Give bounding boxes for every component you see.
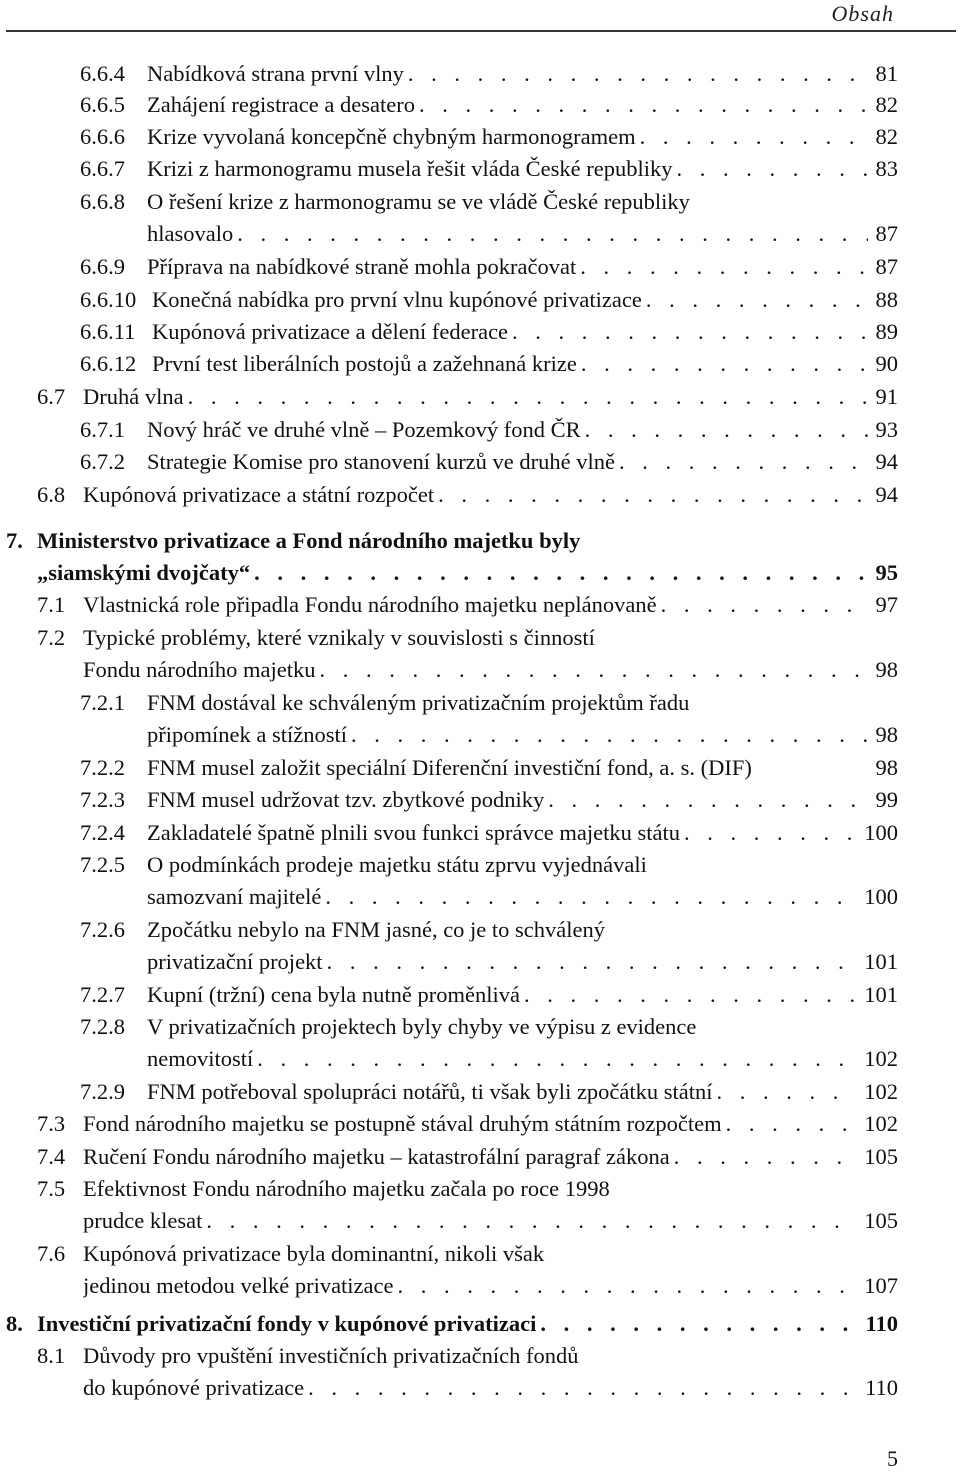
running-header-title: Obsah <box>831 1 894 26</box>
toc-entry-continuation[interactable] <box>0 1205 960 1237</box>
toc-entry[interactable] <box>0 348 960 380</box>
toc-entry-page: 87 <box>875 221 898 246</box>
toc-entry[interactable] <box>0 1173 960 1205</box>
toc-entry[interactable] <box>0 979 960 1011</box>
toc-entry-title: Krizi z harmonogramu musela řešit vláda České republiky <box>147 156 673 181</box>
toc-entry-title-continued: „siamskými dvojčaty“ <box>37 560 251 585</box>
toc-entry-title-continued: připomínek a stížností <box>147 722 347 747</box>
toc-entry-title-continued: Fondu národního majetku <box>83 657 316 682</box>
toc-entry-title: Kupní (tržní) cena byla nutně proměnlivá <box>147 982 520 1007</box>
toc-entry-page: 110 <box>865 1311 898 1336</box>
toc-entry-number: 8.1 <box>37 1343 66 1368</box>
toc-entry[interactable] <box>0 251 960 283</box>
toc-entry-number: 7.2.3 <box>80 787 125 812</box>
toc-entry[interactable] <box>0 1238 960 1270</box>
toc-entry-title: Typické problémy, které vznikaly v souvislosti s činností <box>83 625 595 650</box>
page-number: 5 <box>887 1446 898 1471</box>
toc-entry-page: 94 <box>875 449 898 474</box>
toc-entry[interactable] <box>0 89 960 121</box>
toc-entry-title: Efektivnost Fondu národního majetku začala po roce 1998 <box>83 1176 610 1201</box>
toc-entry-number: 8. <box>6 1311 23 1336</box>
toc-entry-page: 91 <box>875 384 898 409</box>
toc-entry-continuation[interactable] <box>0 654 960 686</box>
toc-entry[interactable] <box>0 914 960 946</box>
toc-entry-page: 83 <box>875 156 898 181</box>
toc-entry-number: 7.1 <box>37 592 66 617</box>
toc-entry[interactable] <box>0 446 960 478</box>
toc-entry[interactable] <box>0 1076 960 1108</box>
toc-entry-title: Vlastnická role připadla Fondu národního majetku neplánovaně <box>83 592 657 617</box>
toc-entry-page: 88 <box>875 287 898 312</box>
toc-entry[interactable] <box>0 1141 960 1173</box>
toc-entry-page: 99 <box>875 787 898 812</box>
toc-entry[interactable] <box>0 479 960 511</box>
toc-entry[interactable] <box>0 121 960 153</box>
toc-entry-title: Kupónová privatizace byla dominantní, nikoli však <box>83 1241 545 1266</box>
toc-entry-continuation[interactable] <box>0 1043 960 1075</box>
toc-entry-title: V privatizačních projektech byly chyby ve výpisu z evidence <box>147 1014 697 1039</box>
toc-entry-title: Zahájení registrace a desatero <box>147 92 415 117</box>
toc-entry-title: Kupónová privatizace a státní rozpočet <box>83 482 435 507</box>
toc-entry[interactable] <box>0 381 960 413</box>
toc-entry-title: FNM musel založit speciální Diferenční investiční fond, a. s. (DIF) <box>147 755 752 780</box>
toc-entry-title-continued: samozvaní majitelé <box>147 884 322 909</box>
toc-entry-page: 89 <box>875 319 898 344</box>
toc-entry-number: 7.2.8 <box>80 1014 125 1039</box>
toc-entry-title: Ministerstvo privatizace a Fond národního majetku byly <box>37 528 581 553</box>
toc-entry-page: 82 <box>875 92 898 117</box>
toc-entry-continuation[interactable] <box>0 218 960 250</box>
toc-entry-number: 7. <box>6 528 23 553</box>
toc-entry[interactable] <box>0 186 960 218</box>
toc-entry-number: 6.6.7 <box>80 156 125 181</box>
toc-entry-title: Konečná nabídka pro první vlnu kupónové privatizace <box>152 287 642 312</box>
toc-entry-title: Zpočátku nebylo na FNM jasné, co je to schválený <box>147 917 606 942</box>
toc-chapter-entry[interactable] <box>0 525 960 557</box>
toc-entry-page: 105 <box>864 1144 898 1169</box>
toc-entry-page: 95 <box>875 560 898 585</box>
toc-entry-number: 7.6 <box>37 1241 66 1266</box>
toc-entry-number: 7.4 <box>37 1144 66 1169</box>
toc-entry-page: 100 <box>864 820 898 845</box>
toc-entry[interactable] <box>0 284 960 316</box>
toc-entry-page: 102 <box>864 1079 898 1104</box>
toc-entry-title: O řešení krize z harmonogramu se ve vládě České republiky <box>147 189 690 214</box>
toc-entry-page: 105 <box>864 1208 898 1233</box>
toc-entry-page: 101 <box>864 949 898 974</box>
toc-entry-number: 7.2.9 <box>80 1079 125 1104</box>
toc-entry-number: 7.2.6 <box>80 917 125 942</box>
toc-entry-title: Strategie Komise pro stanovení kurzů ve druhé vlně <box>147 449 615 474</box>
toc-entry-number: 7.3 <box>37 1111 66 1136</box>
toc-entry-number: 6.6.10 <box>80 287 137 312</box>
toc-entry-number: 7.2.5 <box>80 852 125 877</box>
toc-entry-number: 6.7.1 <box>80 417 125 442</box>
toc-entry[interactable] <box>0 752 960 784</box>
toc-entry-title: Kupónová privatizace a dělení federace <box>152 319 509 344</box>
toc-entry-continuation[interactable] <box>0 557 960 589</box>
toc-entry-page: 94 <box>875 482 898 507</box>
toc-entry-number: 6.6.5 <box>80 92 125 117</box>
toc-entry[interactable] <box>0 784 960 816</box>
toc-entry[interactable] <box>0 153 960 185</box>
toc-entry-number: 7.2.1 <box>80 690 125 715</box>
toc-entry[interactable] <box>0 58 960 90</box>
toc-entry-number: 6.6.9 <box>80 254 125 279</box>
toc-entry-page: 93 <box>875 417 898 442</box>
toc-entry-page: 101 <box>864 982 898 1007</box>
toc-entry-number: 6.7.2 <box>80 449 125 474</box>
toc-entry-title: Druhá vlna <box>83 384 184 409</box>
toc-entry-title: Nový hráč ve druhé vlně – Pozemkový fond ČR <box>147 417 581 442</box>
toc-entry[interactable] <box>0 622 960 654</box>
toc-entry-number: 6.6.12 <box>80 351 137 376</box>
toc-entry-title: Investiční privatizační fondy v kupónové privatizaci <box>37 1311 537 1336</box>
toc-entry[interactable] <box>0 1340 960 1372</box>
toc-entry[interactable] <box>0 1108 960 1140</box>
toc-entry-title-continued: prudce klesat <box>83 1208 203 1233</box>
toc-entry-page: 98 <box>875 755 898 780</box>
toc-entry-title: První test liberálních postojů a zažehnaná krize <box>152 351 577 376</box>
toc-entry-title-continued: hlasovalo <box>147 221 234 246</box>
toc-entry-title: FNM potřeboval spolupráci notářů, ti však byli zpočátku státní <box>147 1079 713 1104</box>
toc-entry-page: 98 <box>875 657 898 682</box>
toc-entry-title: FNM dostával ke schváleným privatizačním projektům řadu <box>147 690 690 715</box>
toc-entry-continuation[interactable] <box>0 946 960 978</box>
toc-entry-page: 82 <box>875 124 898 149</box>
toc-entry[interactable] <box>0 589 960 621</box>
toc-entry-title: Fond národního majetku se postupně stával druhým státním rozpočtem <box>83 1111 722 1136</box>
toc-entry-title-continued: nemovitostí <box>147 1046 254 1071</box>
toc-entry-number: 7.2.4 <box>80 820 125 845</box>
toc-entry-number: 6.8 <box>37 482 66 507</box>
toc-entry-number: 6.6.11 <box>80 319 136 344</box>
toc-entry-continuation[interactable] <box>0 1270 960 1302</box>
toc-entry-title: Zakladatelé špatně plnili svou funkci správce majetku státu <box>147 820 680 845</box>
toc-entry-page: 90 <box>875 351 898 376</box>
toc-entry[interactable] <box>0 817 960 849</box>
toc-entry-title: Krize vyvolaná koncepčně chybným harmonogramem <box>147 124 636 149</box>
header-rule <box>6 30 956 32</box>
toc-entry-title-continued: jedinou metodou velké privatizace <box>83 1273 394 1298</box>
toc-entry-title: O podmínkách prodeje majetku státu zprvu vyjednávali <box>147 852 647 877</box>
toc-entry-title-continued: do kupónové privatizace <box>83 1375 305 1400</box>
toc-entry-page: 107 <box>864 1273 898 1298</box>
toc-entry-number: 7.2.7 <box>80 982 125 1007</box>
toc-entry-page: 102 <box>864 1046 898 1071</box>
toc-entry-continuation[interactable] <box>0 1372 960 1404</box>
toc-entry-title: Ručení Fondu národního majetku – katastrofální paragraf zákona <box>83 1144 670 1169</box>
toc-chapter-entry[interactable] <box>0 1308 960 1340</box>
toc-entry-title: Nabídková strana první vlny <box>147 61 404 86</box>
toc-entry-number: 6.6.8 <box>80 189 125 214</box>
toc-entry-page: 97 <box>875 592 898 617</box>
toc-entry-page: 81 <box>875 61 898 86</box>
toc-entry[interactable] <box>0 1011 960 1043</box>
toc-entry[interactable] <box>0 316 960 348</box>
toc-entry-number: 6.7 <box>37 384 66 409</box>
toc-entry-page: 102 <box>864 1111 898 1136</box>
toc-entry-number: 7.5 <box>37 1176 66 1201</box>
toc-entry-number: 6.6.6 <box>80 124 125 149</box>
toc-entry-title: Příprava na nabídkové straně mohla pokračovat <box>147 254 577 279</box>
toc-entry-number: 7.2 <box>37 625 66 650</box>
toc-entry-page: 100 <box>864 884 898 909</box>
toc-entry-number: 6.6.4 <box>80 61 125 86</box>
toc-entry-page: 98 <box>875 722 898 747</box>
toc-entry-title: Důvody pro vpuštění investičních privatizačních fondů <box>83 1343 579 1368</box>
toc-entry-page: 110 <box>865 1375 898 1400</box>
toc-entry[interactable] <box>0 414 960 446</box>
toc-entry-page: 87 <box>875 254 898 279</box>
toc-entry[interactable] <box>0 849 960 881</box>
toc-entry-number: 7.2.2 <box>80 755 125 780</box>
toc-entry[interactable] <box>0 687 960 719</box>
toc-entry-continuation[interactable] <box>0 881 960 913</box>
toc-entry-title-continued: privatizační projekt <box>147 949 323 974</box>
toc-entry-continuation[interactable] <box>0 719 960 751</box>
toc-entry-title: FNM musel udržovat tzv. zbytkové podniky <box>147 787 545 812</box>
